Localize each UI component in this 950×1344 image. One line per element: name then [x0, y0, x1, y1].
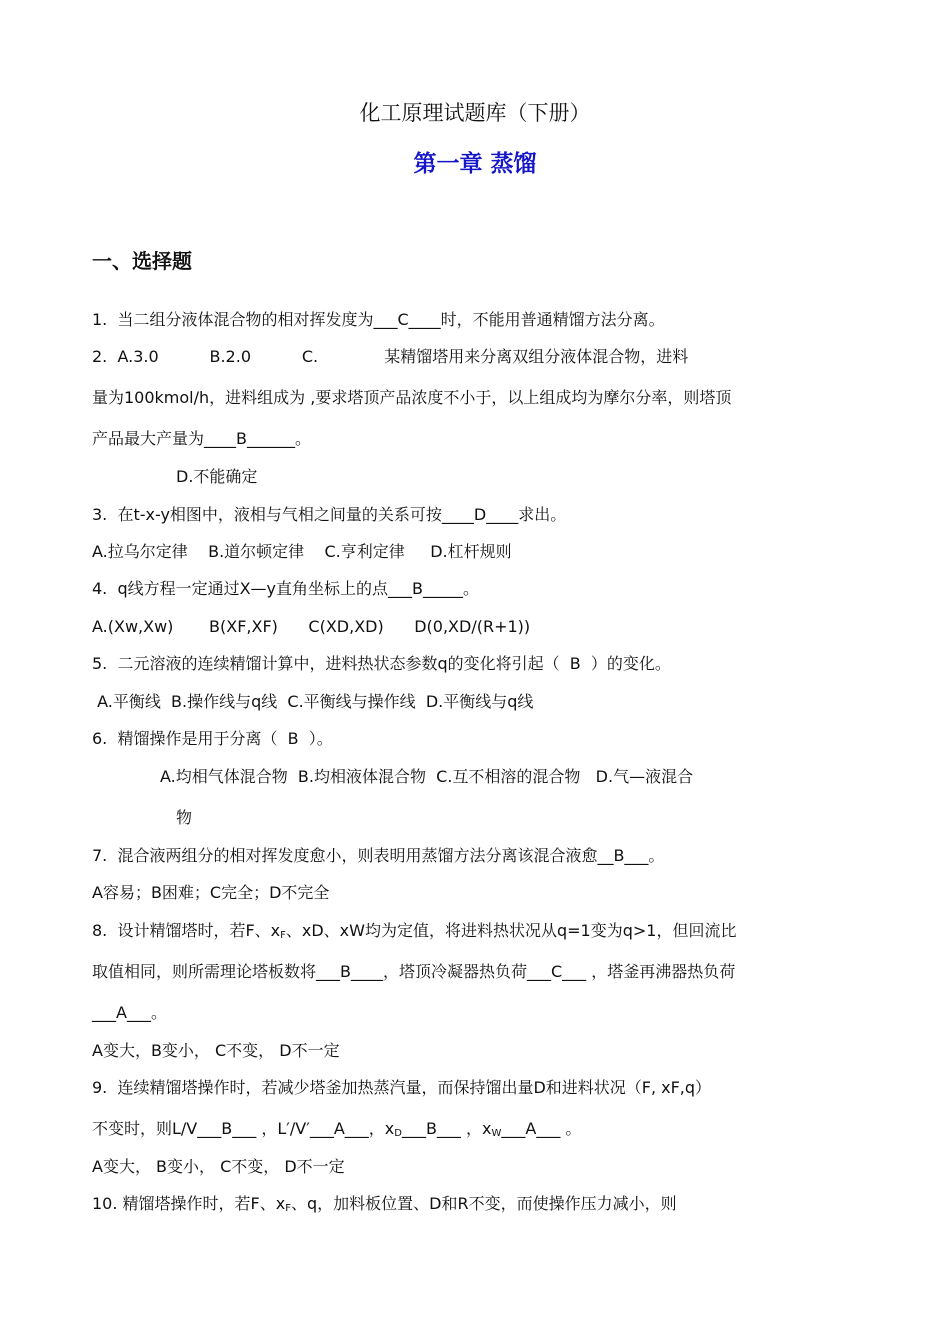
question-1: 1. 当二组分液体混合物的相对挥发度为___C____时，不能用普通精馏方法分离。: [92, 310, 665, 329]
chapter-heading: 第一章 蒸馏: [413, 151, 537, 177]
question-3-options: A.拉乌尔定律 B.道尔顿定律 C.亨利定律 D.杠杆规则: [92, 542, 512, 561]
question-8-line-1: [92, 920, 736, 947]
question-2-option-d: D.不能确定: [176, 467, 258, 486]
q8-text-a: 8. 设计精馏塔时，若F、x: [92, 921, 281, 940]
question-9-line-2: [92, 1118, 581, 1145]
question-4: 4. q线方程一定通过X—y直角坐标上的点___B_____。: [92, 579, 480, 598]
question-2-line-2: 量为100kmol/h，进料组成为 ,要求塔顶产品浓度不小于，以上组成均为摩尔分率，则塔顶: [92, 388, 732, 407]
q9-text-b: ___B___ ，x: [401, 1119, 492, 1138]
question-8-line-3: ___A___。: [92, 1003, 167, 1022]
question-9-options: A变大， B变小， C不变， D不一定: [92, 1157, 345, 1176]
section-heading: 一、选择题: [92, 249, 192, 273]
document-title: 化工原理试题库（下册）: [359, 101, 591, 125]
question-8-line-2: 取值相同，则所需理论塔板数将___B____，塔顶冷凝器热负荷___C___ ，塔釜再沸器热负荷: [92, 962, 736, 981]
q9-subscript-d: D: [394, 1128, 402, 1139]
question-2-line-3: 产品最大产量为____B______。: [92, 429, 311, 448]
question-8-options: A变大，B变小， C不变， D不一定: [92, 1041, 340, 1060]
q10-text-a: 10. 精馏塔操作时，若F、x: [92, 1194, 286, 1213]
q8-subscript-f: F: [280, 930, 286, 941]
q10-text-b: 、q，加料板位置、D和R不变，而使操作压力减小，则: [290, 1194, 677, 1213]
question-7-options: A容易；B困难；C完全；D不完全: [92, 883, 330, 902]
question-3: 3. 在t-x-y相图中，液相与气相之间量的关系可按____D____求出。: [92, 505, 567, 524]
question-6-options: A.均相气体混合物 B.均相液体混合物 C.互不相溶的混合物 D.气—液混合: [160, 767, 694, 786]
q9-subscript-w: W: [491, 1128, 502, 1139]
question-5-options: A.平衡线 B.操作线与q线 C.平衡线与操作线 D.平衡线与q线: [92, 692, 534, 711]
question-7: 7. 混合液两组分的相对挥发度愈小，则表明用蒸馏方法分离该混合液愈__B___。: [92, 846, 665, 865]
question-6-options-cont: 物: [176, 808, 193, 827]
q9-text-a: 不变时，则L/V___B___ ，L′/V′___A___，x: [92, 1119, 395, 1138]
q9-text-c: ___A___ 。: [501, 1119, 582, 1138]
question-5: 5. 二元溶液的连续精馏计算中，进料热状态参数q的变化将引起（ B ）的变化。: [92, 654, 671, 673]
question-2-line-1: 2. A.3.0 B.2.0 C. 某精馏塔用来分离双组分液体混合物，进料: [92, 347, 689, 366]
question-9-line-1: 9. 连续精馏塔操作时，若减少塔釜加热蒸汽量，而保持馏出量D和进料状况（F, xF,q）: [92, 1078, 712, 1097]
q10-subscript-f: F: [285, 1203, 291, 1214]
question-6: 6. 精馏操作是用于分离（ B ）。: [92, 729, 333, 748]
question-4-options: A.(Xw,Xw) B(XF,XF) C(XD,XD) D(0,XD/(R+1)): [92, 617, 531, 636]
question-10-line-1: [92, 1193, 677, 1220]
q8-text-b: 、xD、xW均为定值，将进料热状况从q=1变为q>1，但回流比: [285, 921, 737, 940]
